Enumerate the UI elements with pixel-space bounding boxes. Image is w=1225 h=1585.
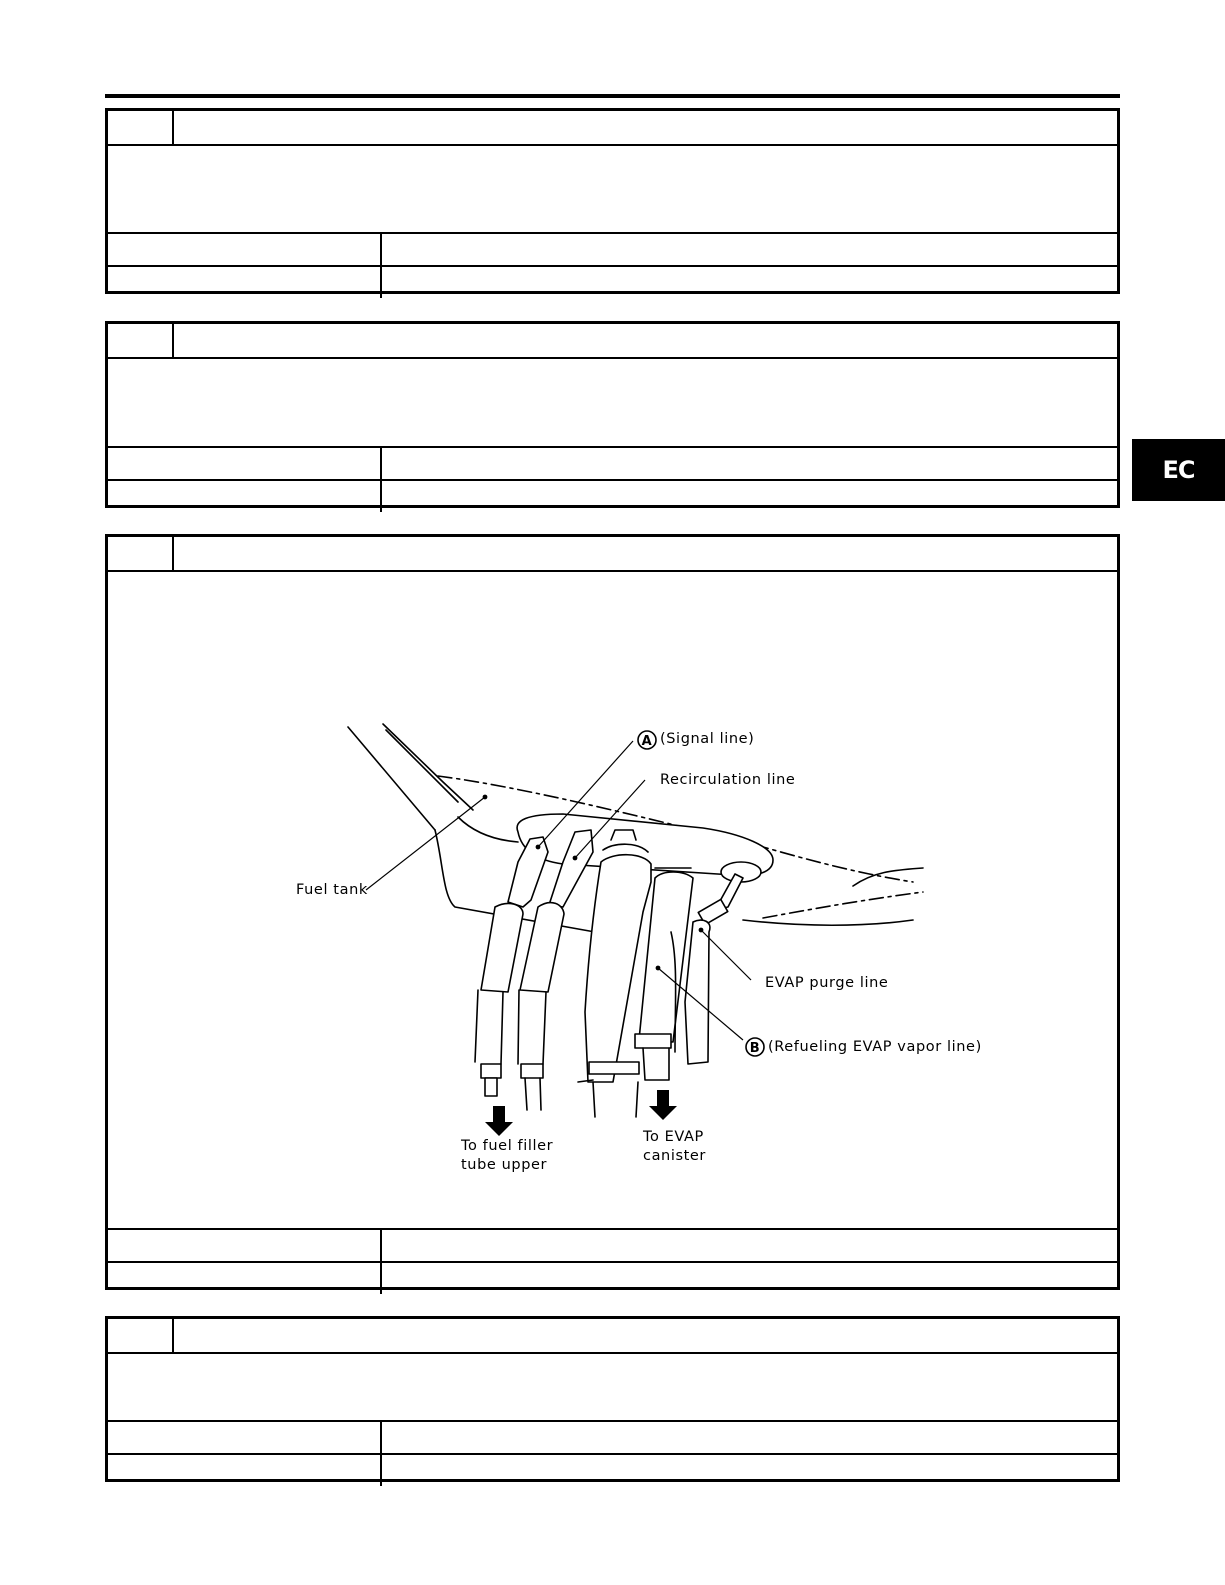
recirculation-line-sleeve [520, 903, 564, 992]
result-row [108, 479, 1117, 512]
filler-hose-end [578, 1080, 638, 1117]
body-edge-line [386, 730, 458, 802]
result-row [108, 1453, 1117, 1486]
evap-purge-hose [685, 920, 710, 1064]
label-to-evap-2: canister [643, 1148, 706, 1164]
result-row [108, 1261, 1117, 1294]
result-row [108, 1230, 1117, 1261]
arrow-down-icon [649, 1090, 677, 1120]
step-number-cell [108, 537, 174, 570]
signal-line-clamp [481, 1064, 501, 1078]
filler-hose-band [589, 1062, 639, 1074]
step-content [108, 146, 1117, 234]
step-header [108, 324, 1117, 359]
refueling-evap-vapor-band [635, 1034, 671, 1048]
step-block-1 [105, 108, 1120, 294]
body-edge-line [348, 727, 435, 830]
step-header [108, 111, 1117, 146]
marker-a: A [641, 734, 653, 749]
label-refueling-evap-vapor-line: (Refueling EVAP vapor line) [768, 1039, 982, 1055]
result-row [108, 234, 1117, 265]
label-to-evap-1: To EVAP [643, 1129, 704, 1145]
label-to-fuel-filler-2: tube upper [461, 1157, 548, 1173]
result-row [108, 448, 1117, 479]
signal-line-tube [475, 990, 503, 1064]
recirculation-line-clamp [521, 1064, 543, 1078]
step-block-3 [105, 534, 1120, 1290]
section-tab-ec: EC [1132, 439, 1225, 501]
result-row [108, 265, 1117, 298]
marker-b: B [749, 1041, 761, 1056]
chassis-edge [763, 892, 923, 918]
label-signal-line: (Signal line) [660, 731, 755, 747]
chassis-edge [743, 920, 913, 925]
label-fuel-tank: Fuel tank [296, 882, 368, 898]
body-edge-line [383, 724, 473, 810]
step-content [108, 572, 1117, 1230]
leader-line [366, 797, 485, 890]
signal-line-sleeve [481, 903, 523, 992]
fuel-tank-outline [458, 817, 518, 842]
step-header [108, 1319, 1117, 1354]
recirculation-line-end [525, 1078, 541, 1110]
step-number-cell [108, 324, 174, 357]
arrow-down-icon [485, 1106, 513, 1136]
signal-line-hose [508, 837, 548, 907]
step-number-cell [108, 111, 174, 144]
label-recirculation-line: Recirculation line [660, 772, 796, 788]
label-evap-purge-line: EVAP purge line [765, 975, 889, 991]
signal-line-end [485, 1078, 497, 1096]
result-row [108, 1422, 1117, 1453]
step-header [108, 537, 1117, 572]
top-rule [105, 94, 1120, 98]
step-block-4 [105, 1316, 1120, 1482]
refueling-evap-vapor-end [643, 1048, 669, 1080]
step-number-cell [108, 1319, 174, 1352]
evap-line-diagram [108, 572, 1117, 1228]
recirculation-line-tube [518, 990, 546, 1064]
label-to-fuel-filler-1: To fuel filler [461, 1138, 554, 1154]
step-content [108, 359, 1117, 448]
step-content [108, 1354, 1117, 1422]
step-block-2 [105, 321, 1120, 508]
